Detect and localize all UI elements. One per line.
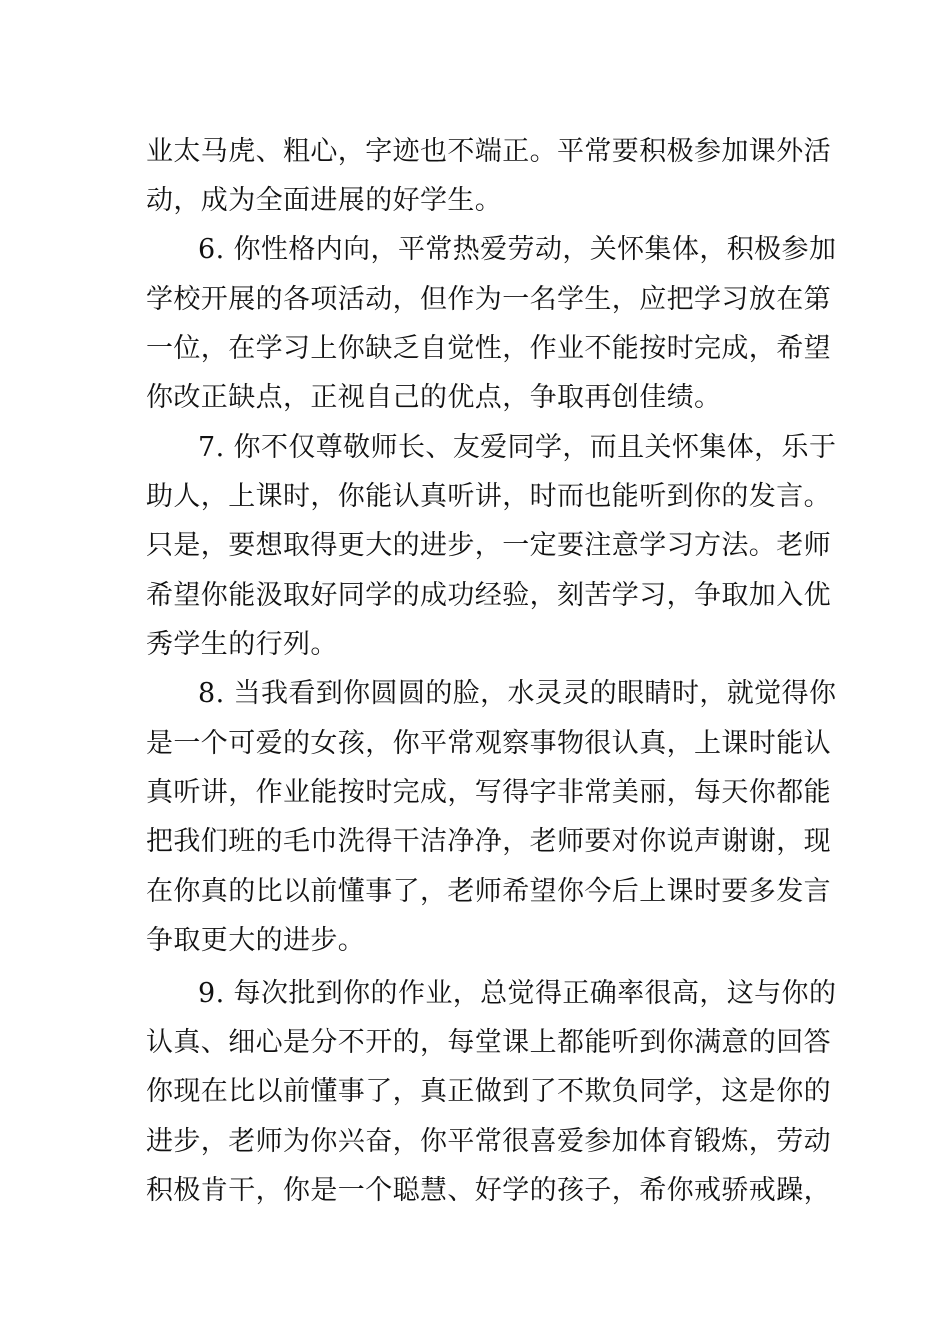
paragraph-8-start: 8. 当我看到你圆圆的脸，水灵灵的眼睛时，就觉得你 xyxy=(198,678,837,709)
paragraph-6-start: 6. 你性格内向，平常热爱劳动，关怀集体，积极参加 xyxy=(198,234,837,265)
text-line: 你改正缺点，正视自己的优点，争取再创佳绩。 xyxy=(146,382,722,413)
text-line: 进步，老师为你兴奋，你平常很喜爱参加体育锻炼，劳动 xyxy=(146,1126,831,1157)
text-line: 学校开展的各项活动，但作为一名学生，应把学习放在第 xyxy=(146,284,831,315)
text-line: 你现在比以前懂事了，真正做到了不欺负同学，这是你的 xyxy=(146,1076,831,1107)
text-line: 动，成为全面进展的好学生。 xyxy=(146,185,503,216)
paragraph-7-start: 7. 你不仅尊敬师长、友爱同学，而且关怀集体，乐于 xyxy=(198,432,837,463)
paragraph-9-start: 9. 每次批到你的作业，总觉得正确率很高，这与你的 xyxy=(198,978,837,1009)
text-line: 争取更大的进步。 xyxy=(146,925,366,956)
text-line: 希望你能汲取好同学的成功经验，刻苦学习，争取加入优 xyxy=(146,580,831,611)
text-line: 在你真的比以前懂事了，老师希望你今后上课时要多发言 xyxy=(146,876,831,907)
text-line: 业太马虎、粗心，字迹也不端正。平常要积极参加课外活 xyxy=(146,136,831,167)
text-line: 助人，上课时，你能认真听讲，时而也能听到你的发言。 xyxy=(146,481,831,512)
text-line: 只是，要想取得更大的进步，一定要注意学习方法。老师 xyxy=(146,530,831,561)
text-line: 秀学生的行列。 xyxy=(146,629,338,660)
text-line: 积极肯干，你是一个聪慧、好学的孩子，希你戒骄戒躁， xyxy=(146,1175,831,1206)
text-line: 把我们班的毛巾洗得干洁净净，老师要对你说声谢谢，现 xyxy=(146,826,831,857)
text-line: 是一个可爱的女孩，你平常观察事物很认真，上课时能认 xyxy=(146,728,831,759)
text-line: 认真、细心是分不开的，每堂课上都能听到你满意的回答 xyxy=(146,1027,831,1058)
text-line: 一位，在学习上你缺乏自觉性，作业不能按时完成，希望 xyxy=(146,333,831,364)
text-line: 真听讲，作业能按时完成，写得字非常美丽，每天你都能 xyxy=(146,777,831,808)
